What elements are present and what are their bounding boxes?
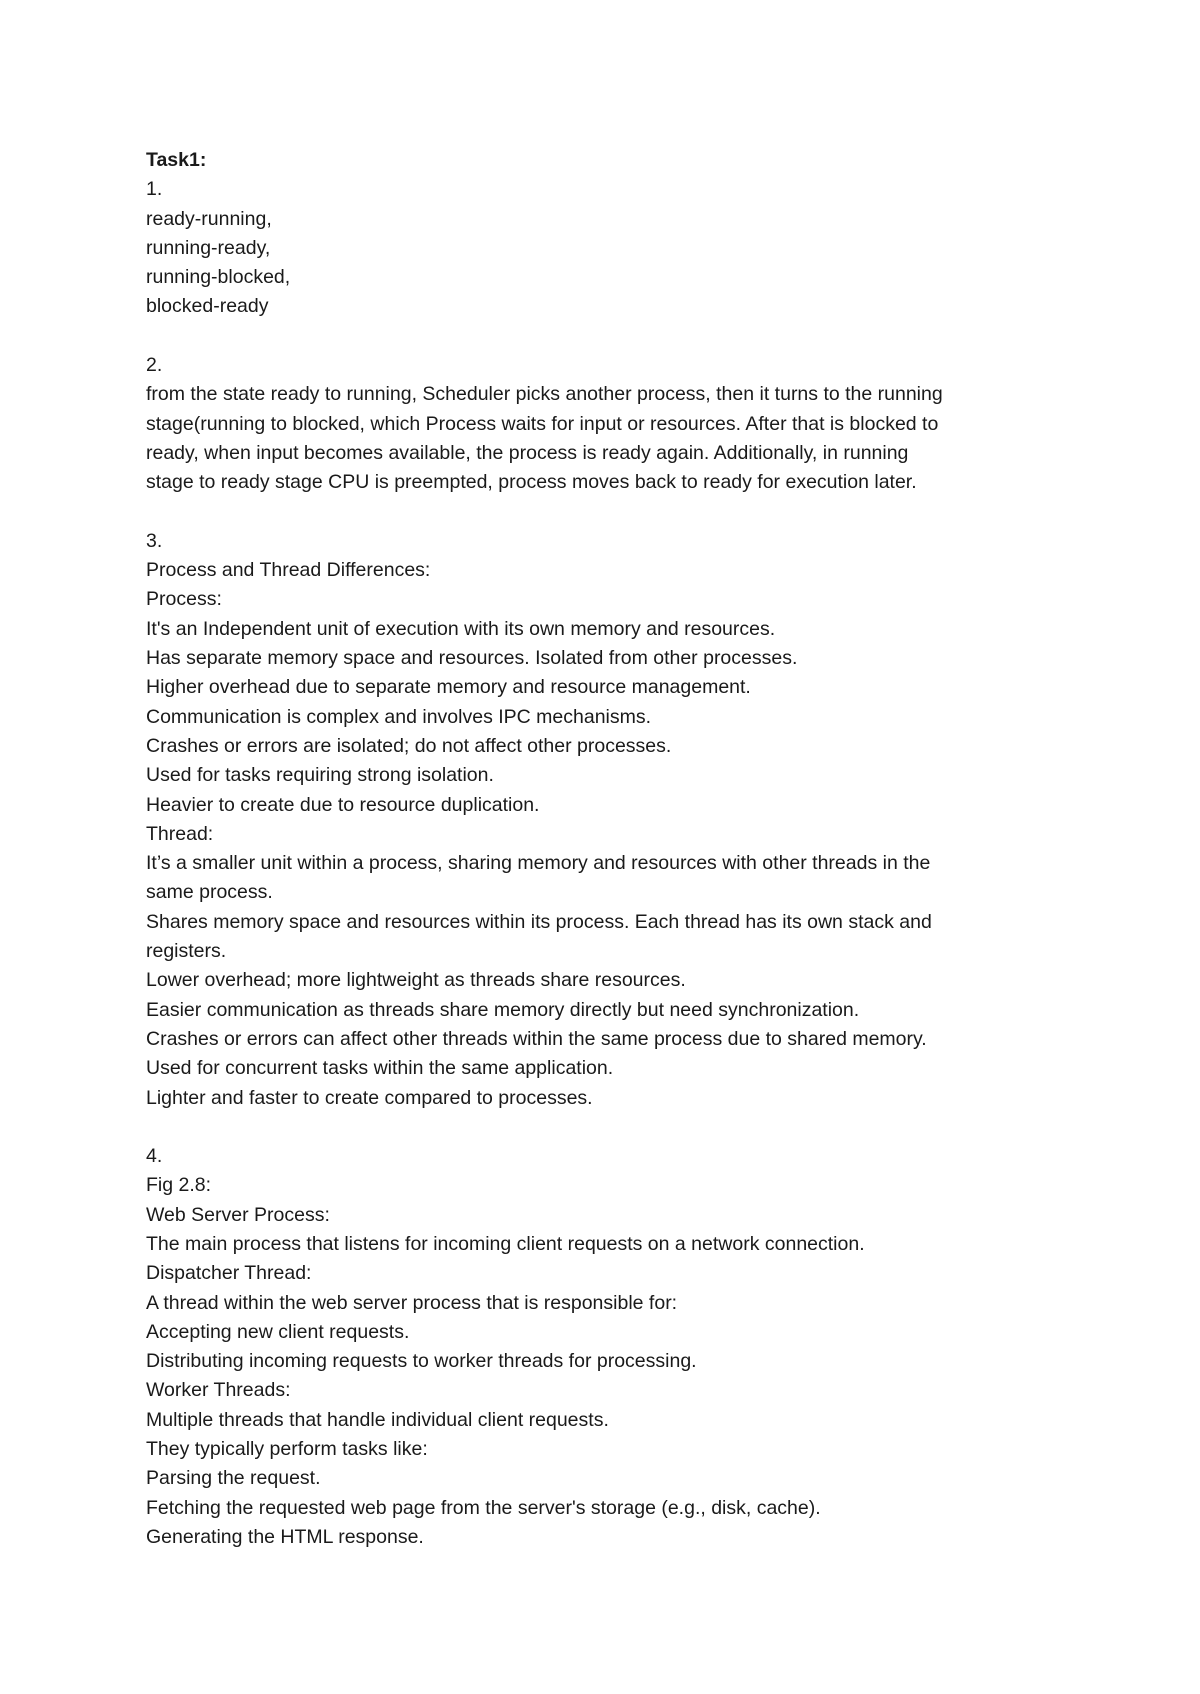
dispatcher-line: Accepting new client requests. — [146, 1320, 410, 1343]
paragraph-gap — [146, 1113, 1086, 1142]
transition-line: blocked-ready — [146, 295, 269, 318]
process-line: It's an Independent unit of execution with its own memory and resources. — [146, 617, 776, 640]
process-heading: Process: — [146, 588, 222, 611]
thread-line: Used for concurrent tasks within the same application. — [146, 1057, 614, 1080]
worker-line: They typically perform tasks like: — [146, 1438, 428, 1461]
dispatcher-heading: Dispatcher Thread: — [146, 1262, 312, 1285]
explanation-line: from the state ready to running, Scheduler picks another process, then it turns to the running — [146, 383, 943, 406]
process-line: Heavier to create due to resource duplication. — [146, 793, 540, 816]
section-3-number: 3. — [146, 529, 163, 552]
document-page — [146, 146, 1086, 1552]
process-line: Used for tasks requiring strong isolation. — [146, 764, 494, 787]
thread-line: Easier communication as threads share memory directly but need synchronization. — [146, 998, 860, 1021]
figure-reference: Fig 2.8: — [146, 1174, 212, 1197]
thread-line: registers. — [146, 940, 227, 963]
section-1-number: 1. — [146, 178, 163, 201]
thread-line: It’s a smaller unit within a process, sharing memory and resources with other threads in the — [146, 852, 931, 875]
thread-line: Lower overhead; more lightweight as threads share resources. — [146, 969, 686, 992]
thread-heading: Thread: — [146, 822, 214, 845]
paragraph-gap — [146, 322, 1086, 351]
thread-line: same process. — [146, 881, 273, 904]
dispatcher-line: A thread within the web server process that is responsible for: — [146, 1291, 678, 1314]
explanation-line: ready, when input becomes available, the process is ready again. Additionally, in running — [146, 441, 909, 464]
web-server-line: The main process that listens for incoming client requests on a network connection. — [146, 1232, 865, 1255]
section-3-heading: Process and Thread Differences: — [146, 559, 431, 582]
worker-heading: Worker Threads: — [146, 1379, 291, 1402]
process-line: Higher overhead due to separate memory and resource management. — [146, 676, 751, 699]
transition-line: running-ready, — [146, 236, 271, 259]
process-line: Has separate memory space and resources. Isolated from other processes. — [146, 647, 798, 670]
transition-line: running-blocked, — [146, 266, 291, 289]
task-title: Task1: — [146, 149, 207, 171]
worker-line: Generating the HTML response. — [146, 1525, 424, 1548]
dispatcher-line: Distributing incoming requests to worker threads for processing. — [146, 1350, 697, 1373]
worker-line: Fetching the requested web page from the server's storage (e.g., disk, cache). — [146, 1496, 821, 1519]
worker-line: Multiple threads that handle individual client requests. — [146, 1408, 609, 1431]
explanation-line: stage(running to blocked, which Process waits for input or resources. After that is blocked to — [146, 412, 939, 435]
thread-line: Crashes or errors can affect other threads within the same process due to shared memory. — [146, 1027, 927, 1050]
section-2-number: 2. — [146, 354, 163, 377]
thread-line: Shares memory space and resources within its process. Each thread has its own stack and — [146, 910, 932, 933]
paragraph-gap — [146, 498, 1086, 527]
thread-line: Lighter and faster to create compared to processes. — [146, 1086, 593, 1109]
web-server-heading: Web Server Process: — [146, 1203, 330, 1226]
process-line: Crashes or errors are isolated; do not affect other processes. — [146, 734, 672, 757]
section-4-number: 4. — [146, 1145, 163, 1168]
process-line: Communication is complex and involves IPC mechanisms. — [146, 705, 652, 728]
worker-line: Parsing the request. — [146, 1467, 321, 1490]
transition-line: ready-running, — [146, 207, 272, 230]
explanation-line: stage to ready stage CPU is preempted, process moves back to ready for execution later. — [146, 471, 917, 494]
